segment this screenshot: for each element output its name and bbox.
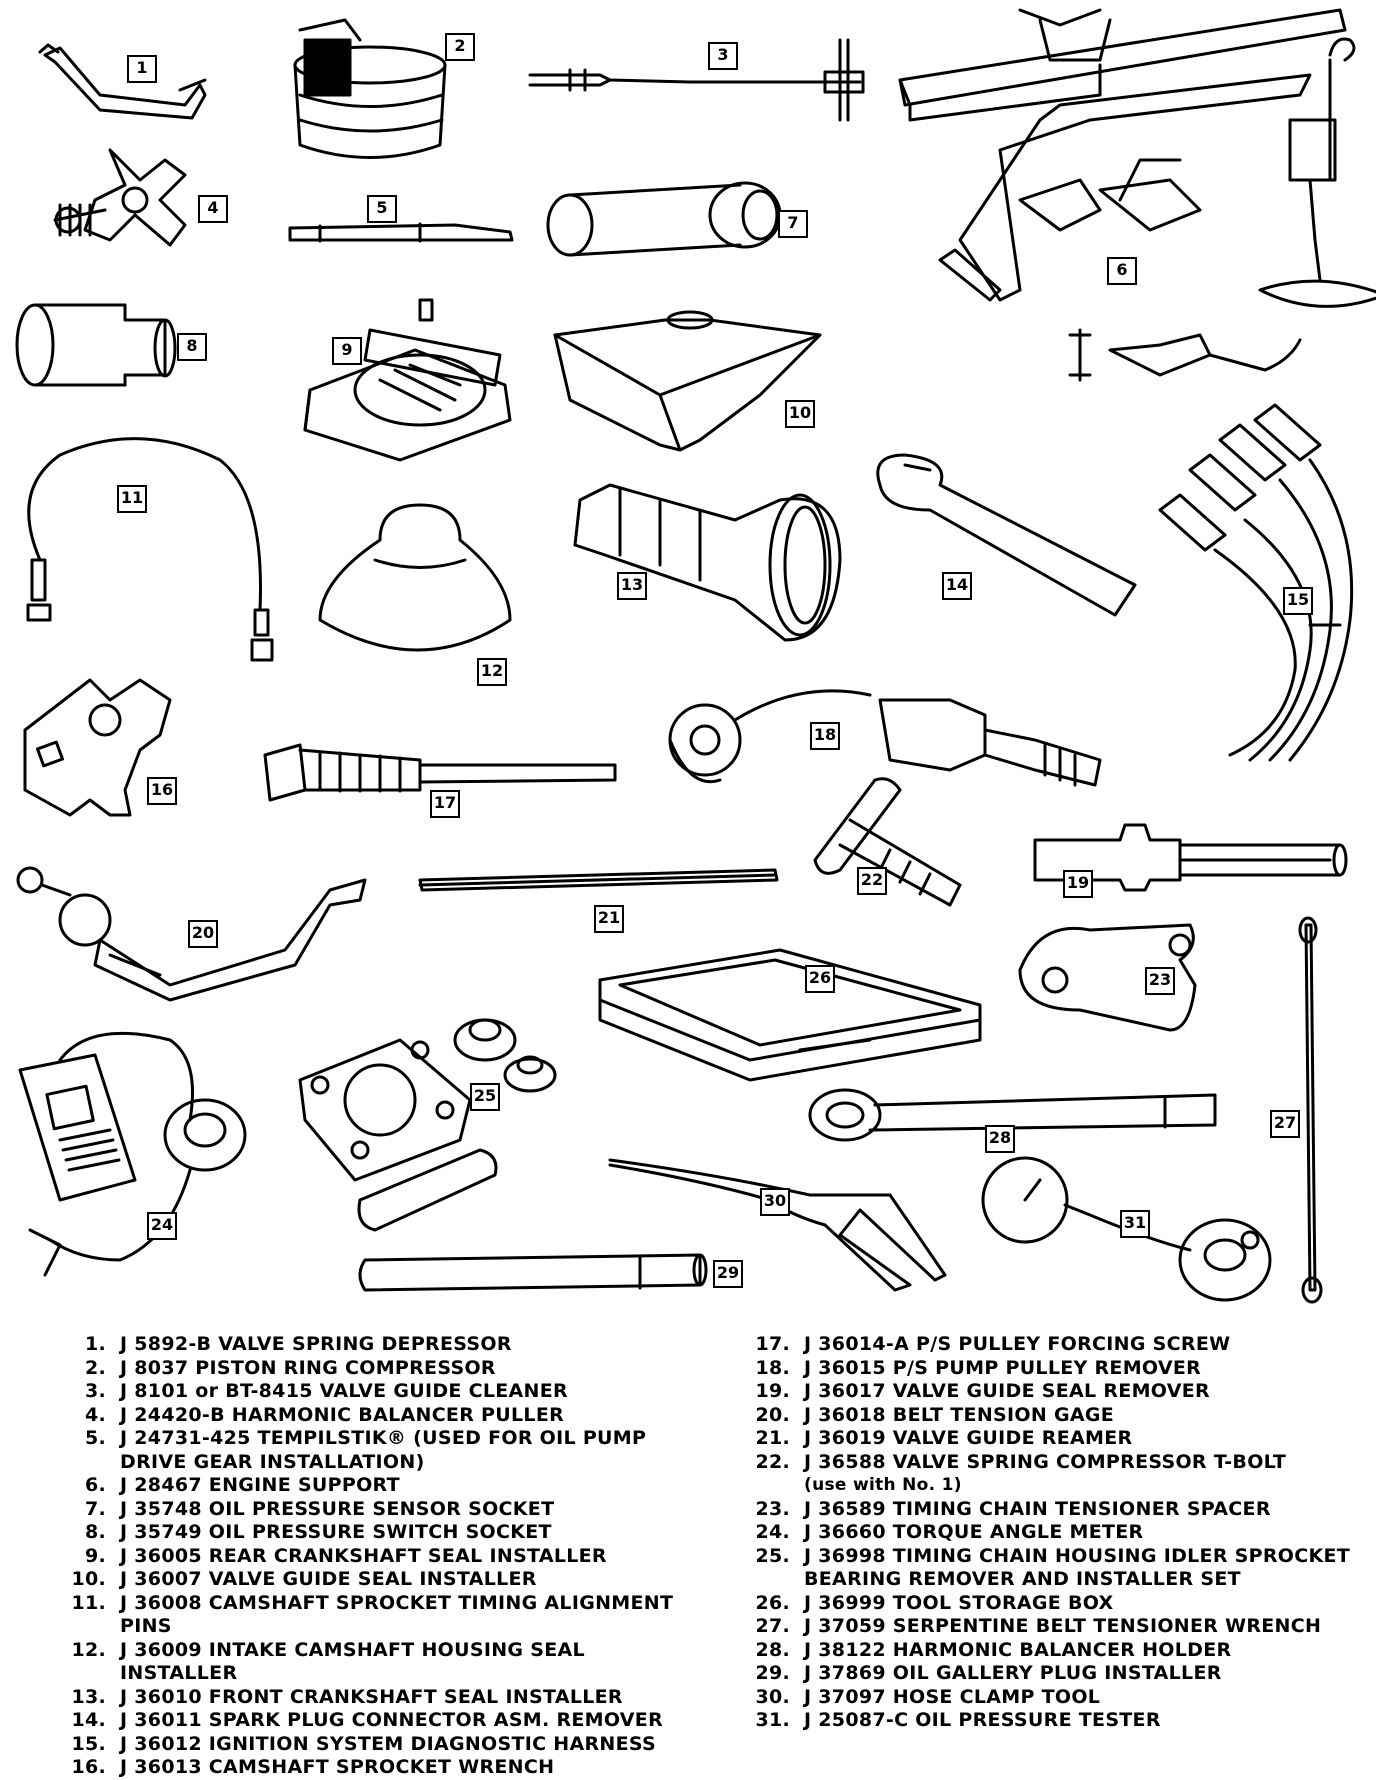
legend-number: 4.: [84, 1403, 106, 1426]
legend-item-5: [62, 1427, 702, 1474]
callout-29: 29: [713, 1260, 743, 1288]
tool-13-front-crankshaft-seal-installer: [575, 485, 840, 640]
legend-number: 12.: [71, 1638, 106, 1661]
legend-text: J 36007 VALVE GUIDE SEAL INSTALLER: [120, 1568, 537, 1590]
legend-note: (use with No. 1): [804, 1475, 962, 1495]
legend-text: J 35749 OIL PRESSURE SWITCH SOCKET: [120, 1521, 552, 1543]
legend-text-continued: DRIVE GEAR INSTALLATION): [120, 1450, 425, 1473]
callout-8: 8: [177, 333, 207, 361]
legend-text: J 25087-C OIL PRESSURE TESTER: [804, 1709, 1161, 1731]
tool-8-oil-pressure-switch-socket: [17, 305, 175, 385]
legend-item-13: [62, 1686, 702, 1710]
legend-item-8: [62, 1521, 702, 1545]
tool-4-harmonic-balancer-puller: [55, 150, 185, 245]
legend-number: 1.: [84, 1333, 106, 1355]
legend-text: J 36019 VALVE GUIDE REAMER: [804, 1427, 1133, 1449]
legend-item-31: [746, 1709, 1356, 1733]
tool-14-spark-plug-remover: [878, 455, 1135, 615]
legend-text: J 36009 INTAKE CAMSHAFT HOUSING SEAL INSTALLER: [120, 1638, 585, 1684]
legend-right: [746, 1333, 1356, 1733]
legend-number: 25.: [755, 1544, 790, 1567]
legend-item-29: [746, 1662, 1356, 1686]
legend-number: 15.: [71, 1732, 106, 1755]
legend-number: 14.: [71, 1709, 106, 1731]
legend-text: J 37097 HOSE CLAMP TOOL: [804, 1685, 1101, 1708]
legend-item-15: [62, 1733, 702, 1757]
legend-number: 22.: [755, 1450, 790, 1473]
legend-text: J 8037 PISTON RING COMPRESSOR: [120, 1356, 496, 1379]
tool-2-piston-ring-compressor: [295, 20, 445, 158]
legend-number: 24.: [755, 1521, 790, 1543]
callout-5: 5: [367, 195, 397, 223]
legend-item-6: [62, 1474, 702, 1498]
legend-item-3: [62, 1380, 702, 1404]
tool-6-engine-support: [900, 10, 1376, 380]
tool-21-valve-guide-reamer: [420, 870, 777, 890]
callout-23: 23: [1145, 967, 1175, 995]
legend-text: J 37059 SERPENTINE BELT TENSIONER WRENCH: [804, 1615, 1322, 1637]
tool-27-tensioner-wrench: [1300, 918, 1321, 1302]
legend-text: J 28467 ENGINE SUPPORT: [120, 1474, 400, 1496]
legend-item-24: [746, 1521, 1356, 1545]
legend-number: 11.: [71, 1591, 106, 1614]
legend-text: J 36018 BELT TENSION GAGE: [804, 1403, 1115, 1426]
legend-number: 27.: [755, 1615, 790, 1637]
legend-item-25: [746, 1545, 1356, 1592]
tool-30-hose-clamp-tool: [610, 1160, 945, 1290]
legend-item-11: [62, 1592, 702, 1639]
legend-number: 18.: [755, 1356, 790, 1379]
legend-number: 3.: [84, 1380, 106, 1402]
legend-item-2: [62, 1357, 702, 1381]
callout-18: 18: [810, 722, 840, 750]
legend-number: 20.: [755, 1403, 790, 1426]
tool-24-torque-angle-meter: [20, 1033, 245, 1275]
legend-item-26: [746, 1592, 1356, 1616]
legend-item-27: [746, 1615, 1356, 1639]
legend-text: J 36008 CAMSHAFT SPROCKET TIMING ALIGNMENT PINS: [120, 1591, 674, 1637]
legend-number: 2.: [84, 1356, 106, 1379]
callout-20: 20: [188, 920, 218, 948]
legend-text-continued: BEARING REMOVER AND INSTALLER SET: [804, 1568, 1241, 1590]
legend-number: 16.: [71, 1756, 106, 1778]
legend-text: J 38122 HARMONIC BALANCER HOLDER: [804, 1638, 1232, 1661]
legend-text: J 36588 VALVE SPRING COMPRESSOR T-BOLT: [804, 1450, 1287, 1473]
callout-22: 22: [857, 867, 887, 895]
legend-text: J 36011 SPARK PLUG CONNECTOR ASM. REMOVER: [120, 1709, 664, 1731]
tool-12-intake-camshaft-seal-installer: [320, 505, 510, 650]
tool-15-ignition-harness: [1160, 405, 1352, 760]
tool-1-valve-spring-depressor: [40, 45, 205, 118]
legend-number: 7.: [84, 1497, 106, 1520]
legend-item-23: [746, 1498, 1356, 1522]
legend-number: 10.: [71, 1568, 106, 1590]
callout-25: 25: [470, 1083, 500, 1111]
legend-text: J 8101 or BT-8415 VALVE GUIDE CLEANER: [120, 1380, 568, 1402]
legend-item-14: [62, 1709, 702, 1733]
callout-30: 30: [760, 1188, 790, 1216]
legend-text: J 36015 P/S PUMP PULLEY REMOVER: [804, 1356, 1202, 1379]
legend-number: 21.: [755, 1427, 790, 1449]
legend-text: J 35748 OIL PRESSURE SENSOR SOCKET: [120, 1497, 555, 1520]
callout-4: 4: [198, 195, 228, 223]
legend-text: J 36999 TOOL STORAGE BOX: [804, 1591, 1114, 1614]
callout-2: 2: [445, 33, 475, 61]
legend-number: 31.: [755, 1709, 790, 1731]
legend-item-19: [746, 1380, 1356, 1404]
tool-9-rear-crankshaft-seal-installer: [305, 300, 510, 460]
callout-27: 27: [1270, 1110, 1300, 1138]
legend-item-10: [62, 1568, 702, 1592]
tool-5-tempilstik: [290, 224, 512, 241]
legend-number: 17.: [755, 1333, 790, 1355]
legend-number: 30.: [755, 1685, 790, 1708]
tool-10-valve-guide-seal-installer: [555, 312, 820, 450]
callout-26: 26: [805, 965, 835, 993]
legend-item-1: [62, 1333, 702, 1357]
callout-24: 24: [147, 1212, 177, 1240]
legend-number: 9.: [84, 1544, 106, 1567]
tool-11-camshaft-timing-pins: [28, 439, 272, 660]
legend-number: 8.: [84, 1521, 106, 1543]
callout-21: 21: [594, 905, 624, 933]
legend-item-7: [62, 1498, 702, 1522]
legend-text: J 5892-B VALVE SPRING DEPRESSOR: [120, 1333, 512, 1355]
legend-text: J 37869 OIL GALLERY PLUG INSTALLER: [804, 1662, 1222, 1684]
tool-7-oil-pressure-sensor-socket: [548, 183, 780, 255]
legend-number: 29.: [755, 1662, 790, 1684]
legend-number: 6.: [84, 1474, 106, 1496]
legend-text: J 36010 FRONT CRANKSHAFT SEAL INSTALLER: [120, 1685, 623, 1708]
legend-item-20: [746, 1404, 1356, 1428]
tool-26-storage-box: [600, 950, 980, 1080]
legend-item-22: [746, 1451, 1356, 1498]
legend-number: 13.: [71, 1685, 106, 1708]
legend-text: J 36589 TIMING CHAIN TENSIONER SPACER: [804, 1497, 1271, 1520]
legend-item-18: [746, 1357, 1356, 1381]
callout-31: 31: [1120, 1210, 1150, 1238]
callout-11: 11: [117, 485, 147, 513]
tool-25-bearing-remover-set: [300, 1020, 555, 1230]
callout-19: 19: [1063, 870, 1093, 898]
legend-number: 26.: [755, 1591, 790, 1614]
legend-text: J 36005 REAR CRANKSHAFT SEAL INSTALLER: [120, 1544, 607, 1567]
legend-number: 19.: [755, 1380, 790, 1402]
callout-15: 15: [1283, 587, 1313, 615]
callout-9: 9: [332, 337, 362, 365]
tool-3-valve-guide-cleaner: [530, 40, 863, 120]
callout-6: 6: [1107, 257, 1137, 285]
legend-text: J 36014-A P/S PULLEY FORCING SCREW: [804, 1333, 1231, 1355]
callout-7: 7: [778, 210, 808, 238]
legend-item-9: [62, 1545, 702, 1569]
legend-number: 28.: [755, 1638, 790, 1661]
legend-text: J 36998 TIMING CHAIN HOUSING IDLER SPROCKET: [804, 1544, 1351, 1567]
callout-3: 3: [708, 42, 738, 70]
callout-14: 14: [942, 572, 972, 600]
legend-item-28: [746, 1639, 1356, 1663]
legend-number: 5.: [84, 1427, 106, 1449]
tool-22-t-bolt: [815, 779, 960, 905]
legend-item-21: [746, 1427, 1356, 1451]
tool-18-ps-pump-pulley-remover: [670, 691, 1100, 785]
callout-13: 13: [617, 572, 647, 600]
legend-text: J 24420-B HARMONIC BALANCER PULLER: [120, 1403, 565, 1426]
legend-text: J 36013 CAMSHAFT SPROCKET WRENCH: [120, 1756, 555, 1778]
legend-item-16: [62, 1756, 702, 1780]
legend-text: J 36660 TORQUE ANGLE METER: [804, 1521, 1144, 1543]
tool-29-oil-gallery-plug-installer: [360, 1255, 706, 1290]
callout-12: 12: [477, 658, 507, 686]
legend-item-17: [746, 1333, 1356, 1357]
legend-text: J 36012 IGNITION SYSTEM DIAGNOSTIC HARNESS: [120, 1732, 657, 1755]
legend-item-30: [746, 1686, 1356, 1710]
legend-left: [62, 1333, 702, 1780]
legend-item-4: [62, 1404, 702, 1428]
callout-17: 17: [430, 790, 460, 818]
legend-text: J 36017 VALVE GUIDE SEAL REMOVER: [804, 1380, 1210, 1402]
callout-1: 1: [127, 55, 157, 83]
callout-10: 10: [785, 400, 815, 428]
legend-number: 23.: [755, 1497, 790, 1520]
callout-28: 28: [985, 1125, 1015, 1153]
legend-item-12: [62, 1639, 702, 1686]
legend-text: J 24731-425 TEMPILSTIK® (USED FOR OIL PUMP: [120, 1427, 647, 1449]
callout-16: 16: [147, 777, 177, 805]
